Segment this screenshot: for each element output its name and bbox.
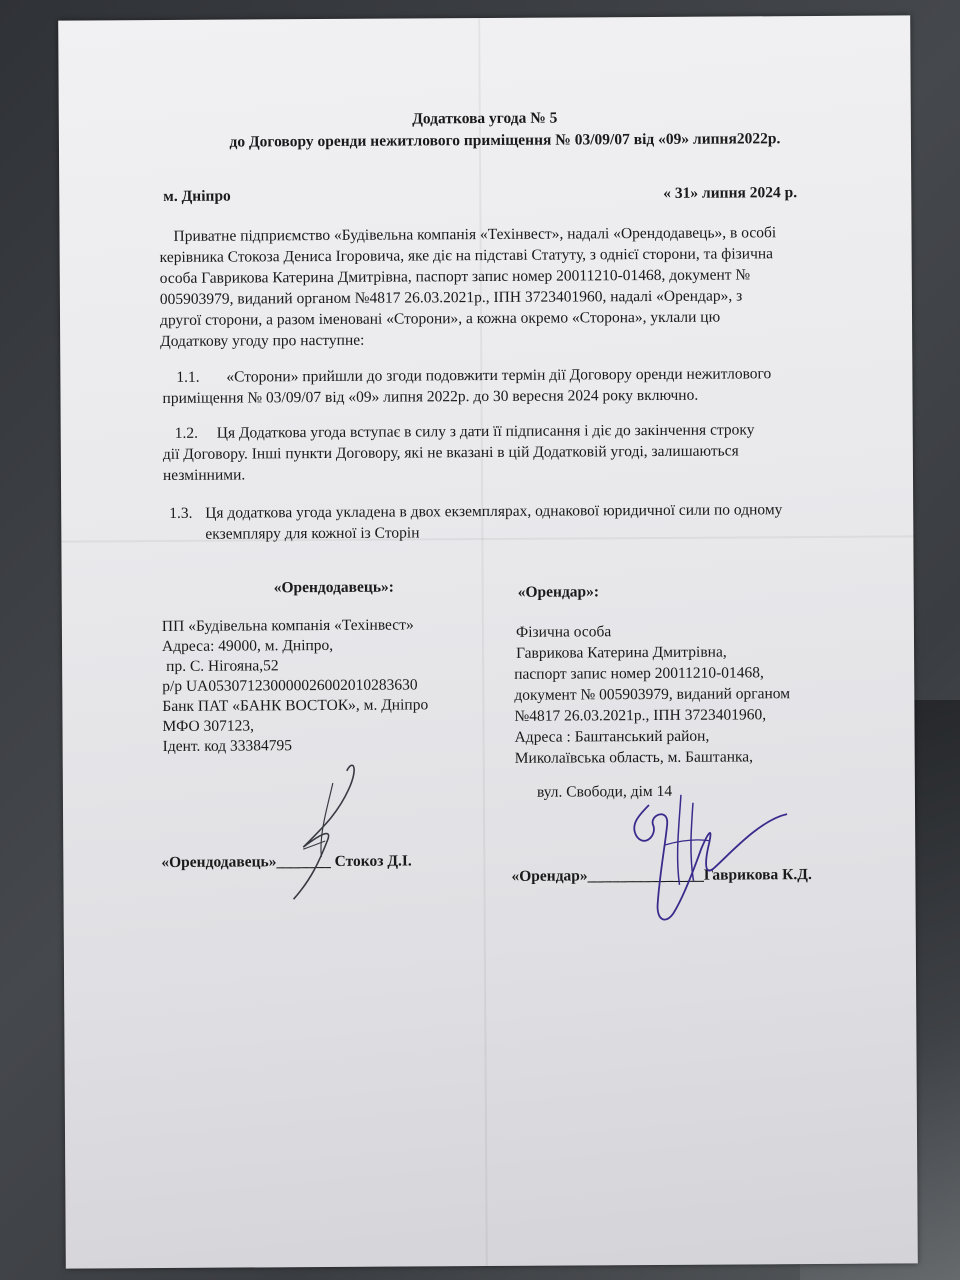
clause-line: Ця Додаткова угода вступає в силу з дати її підписання і діє до закінчення строку — [216, 421, 755, 442]
tenant-signature — [609, 784, 800, 935]
doc-title: Додаткова угода № 5 — [412, 109, 558, 128]
clause-number: 1.1. — [176, 368, 200, 386]
landlord-line: ПП «Будівельна компанія «Техінвест» — [161, 616, 414, 635]
clause-line: дії Договору. Інші пункти Договору, які не вказані в цій Додатковій угоді, залишаються — [162, 442, 739, 463]
document-page — [58, 15, 918, 1268]
landlord-line: р/р UA053071230000026002010283630 — [162, 676, 418, 695]
intro-line: другої сторони, а разом іменовані «Сторони», а кожна окремо «Сторона», уклали цю — [159, 308, 721, 329]
landlord-line: Ідент. код 33384795 — [162, 737, 293, 755]
tenant-line: №4817 26.03.2021р., ІПН 3723401960, — [514, 706, 767, 725]
tenant-line: Адреса : Баштанський район, — [514, 727, 710, 746]
landlord-sign-name: Стокоз Д.І. — [334, 852, 412, 870]
intro-line: Приватне підприємство «Будівельна компанія «Техінвест», надалі «Орендодавець», в особі — [173, 224, 777, 245]
landlord-line: МФО 307123, — [162, 717, 255, 735]
landlord-sign-line: _______ — [276, 852, 331, 871]
tenant-line: Гаврикова Катерина Дмитрівна, — [516, 643, 727, 662]
intro-line: 005903979, виданий органом №4817 26.03.2021р., ІПН 3723401960, надалі «Орендар», з — [159, 287, 743, 308]
tenant-line: паспорт запис номер 20011210-01468, — [514, 664, 764, 683]
doc-city: м. Дніпро — [163, 187, 231, 205]
tenant-address-street: вул. Свободи, дім 14 — [536, 782, 673, 801]
tenant-sign-line: _______________ — [587, 866, 704, 885]
tenant-line: Фізична особа — [515, 623, 612, 641]
clause-line: екземпляру для кожної із Сторін — [205, 524, 420, 543]
intro-line: особа Гаврикова Катерина Дмитрівна, паспорт запис номер 20011210-01468, документ № — [159, 266, 751, 287]
clause-number: 1.2. — [174, 424, 199, 442]
landlord-line: Адреса: 49000, м. Дніпро, — [161, 636, 334, 655]
tenant-sign-name: Гаврикова К.Д. — [703, 866, 812, 884]
clause-line: приміщення № 03/09/07 від «09» липня 2022р. до 30 вересня 2024 року включно. — [162, 386, 699, 407]
tenant-heading: «Орендар»: — [517, 583, 600, 601]
clause-line: «Сторони» прийшли до згоди подовжити термін дії Договору оренди нежитлового — [226, 365, 772, 386]
clause-line: Ця додаткова угода укладена в двох екземплярах, однакової юридичної сили по одному — [205, 501, 783, 522]
landlord-signature — [263, 749, 374, 910]
landlord-line: Банк ПАТ «БАНК ВОСТОК», м. Дніпро — [162, 696, 429, 715]
clause-line: незмінними. — [162, 466, 246, 484]
intro-line: керівника Стокоза Дениса Ігоровича, яке діє на підставі Статуту, з однієї сторони, та фізична — [159, 245, 774, 266]
doc-date: « 31» липня 2024 р. — [663, 184, 798, 202]
landlord-heading: «Орендодавець»: — [273, 578, 394, 597]
landlord-line: пр. С. Нігояна,52 — [166, 657, 279, 675]
tenant-line: документ № 005903979, виданий органом — [514, 685, 791, 704]
tenant-sign-label: «Орендар» — [511, 867, 588, 885]
paper-crease — [61, 535, 913, 542]
intro-line: Додаткову угоду про наступне: — [160, 331, 365, 350]
doc-subtitle: до Договору оренди нежитлового приміщення № 03/09/07 від «09» липня2022р. — [229, 130, 781, 151]
landlord-sign-label: «Орендодавець» — [161, 853, 277, 871]
paper-crease — [478, 18, 488, 1266]
clause-number: 1.3. — [169, 504, 193, 522]
tenant-line: Миколаївська область, м. Баштанка, — [514, 748, 754, 767]
